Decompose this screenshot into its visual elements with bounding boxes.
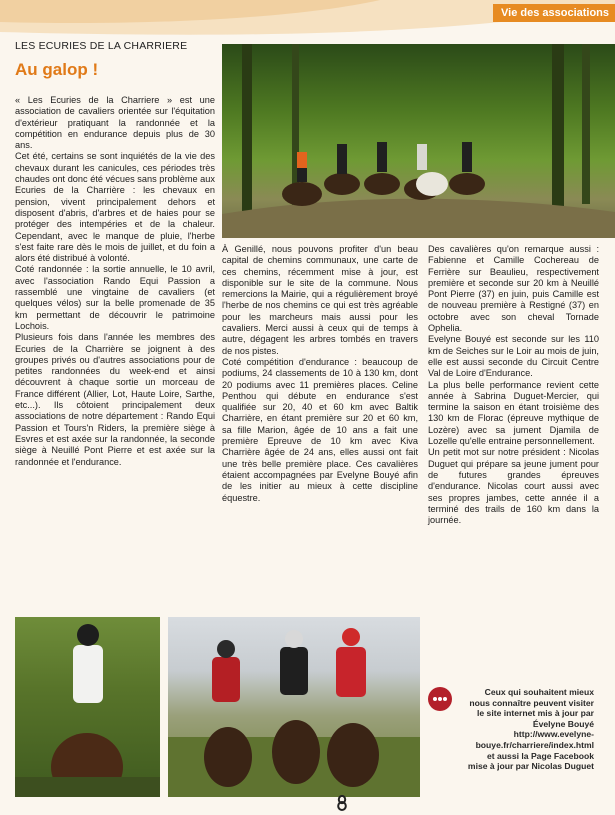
article-column-3: [428, 244, 599, 526]
paragraph: Des cavalières qu'on remarque aussi : Fabienne et Camille Cochereau de Ferrière sur Beaulieu, respectivement première et seconde sur 20 km à Neuillé Pont Pierre (37) en juin, puis Camille est de nouveau première à Restigné (37) en octobre avec son cheval Tornade Ophelia.: [428, 244, 599, 334]
paragraph: Cet été, certains se sont inquiétés de la vie des chevaux durant les canicules, ces périodes très chaudes ont donc été vécues sans problème aux Ecuries de la Charrière : les chevaux en pension, vivent principalement dehors et disposent d'abris, d'arbres et de haies pour se protéger des intempéries et de la chaleur. Cependant, avec le manque de pluie, l'herbe s'est faite rare dès le mois de juillet, et du foin a alors été distribué à volonté.: [15, 151, 215, 264]
paragraph: Coté compétition d'endurance : beaucoup de podiums, 24 classements de 10 à 130 km, dont 20 podiums avec 11 premières places. Celine Penthou qui débute en endurance s'est qualifiée sur 20, 40 et 60 km avec Baltik Charrière, en étant première sur 20 et 60 km, sa fille Marion, âgée de 10 ans a fait une première Epreuve de 10 km avec Kiva Charrière âgée de 24 ans, elles aussi ont fait une très belle première place. Ces cavalières étaient accompagnées par Evelyne Bouyé afin de les initier au mieux à cette discipline équestre.: [222, 356, 418, 503]
speech-bubble-icon: [428, 687, 452, 711]
kicker: LES ECURIES DE LA CHARRIERE: [15, 40, 188, 52]
paragraph: Un petit mot sur notre président : Nicolas Duguet qui prépare sa jeune jument pour de futures grandes épreuves d'endurance. Nicolas court aussi avec ses propres jambes, cette année il a terminé des trails de 160 km dans la journée.: [428, 447, 599, 526]
paragraph: À Genillé, nous pouvons profiter d'un beau capital de chemins communaux, une carte de ces chemins, récemment mise à jour, est disponible sur le site de la commune. Nous remercions la Mairie, qui a régulièrement broyé l'herbe de nos chemins ce qui est très agréable pour les marcheurs mais aussi pour les cavaliers. Merci aussi à ceux qui de temps à autre, dégagent les arbres tombés en travers de nos pistes.: [222, 244, 418, 356]
photo-rider-endurance: [15, 617, 160, 797]
article-column-1: [15, 95, 215, 468]
info-box: Ceux qui souhaitent mieux nous connaître peuvent visiter le site internet mis à jour par Évelyne Bouyé http://www.evelyne-bouye.fr/charriere/index.html et aussi la Page Facebook mise à jour par Nicolas Duguet: [467, 687, 594, 772]
headline: Au galop !: [15, 60, 99, 79]
section-tag: Vie des associations: [493, 4, 615, 22]
paragraph: Plusieurs fois dans l'année les membres des Ecuries de la Charrière se joignent à des groupes privés ou d'autres associations pour de petites randonnées du week-end et ainsi découvrent à chaque sortie un morceau de France différent (Allier, Lot, Haute Loire, Sarthe, etc...). Ils côtoient principalement deux associations de notre département : Rando Equi Passion et Tours'n Riders, la première siège à Esvres et est axée sur la randonnée, la seconde siège à Neuillé Pont Pierre et est axée sur la randonnée et l'endurance.: [15, 332, 215, 467]
paragraph: La plus belle performance revient cette année à Sabrina Duguet-Mercier, qui termine la saison en étant troisième des 130 km de Florac (épreuve mythique de Lozère) avec sa jument Djamila de Lozelle qu'elle entraine personnellement.: [428, 379, 599, 447]
article-column-2: [222, 244, 418, 504]
paragraph: « Les Ecuries de la Charriere » est une association de cavaliers orientée sur l'équitation d'extérieur pratiquant la randonnée et la compétition en endurance depuis plus de 30 ans.: [15, 95, 215, 151]
photo-three-riders: [168, 617, 420, 797]
page-number-mark: [337, 795, 347, 811]
paragraph: Coté randonnée : la sortie annuelle, le 10 avril, avec l'association Rando Equi Passion a rassemblé une vingtaine de cavaliers (et quelques vélos) sur la belle promenade de 35 km permettant de découvrir le patrimoine Lochois.: [15, 264, 215, 331]
paragraph: Evelyne Bouyé est seconde sur les 110 km de Seiches sur le Loir au mois de juin, elle est aussi seconde du Circuit Centre Val de Loire d'Endurance.: [428, 334, 599, 379]
photo-riders-forest: [222, 44, 615, 238]
